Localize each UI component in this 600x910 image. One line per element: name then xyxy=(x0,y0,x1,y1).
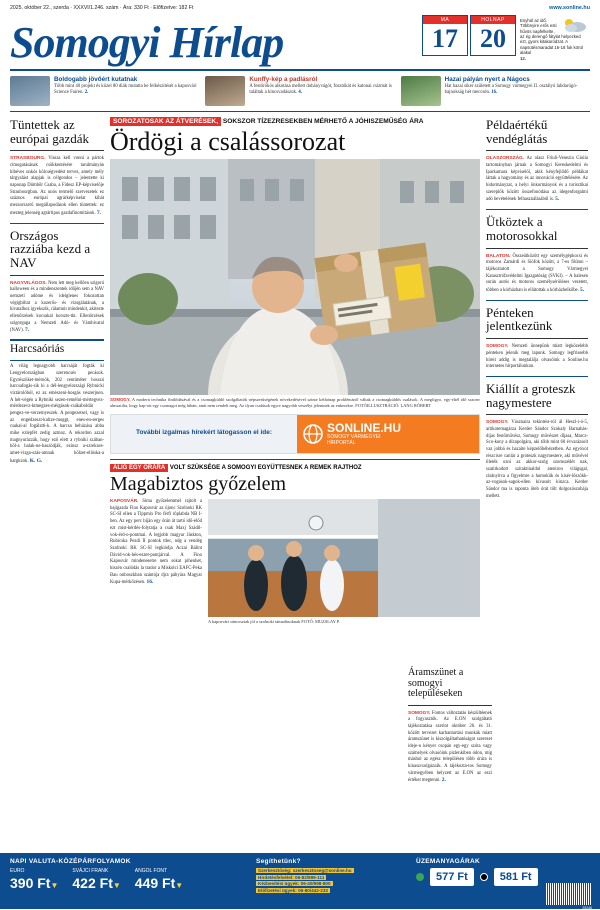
currency-block xyxy=(10,858,246,904)
teaser-item[interactable] xyxy=(401,76,590,106)
weather-tomorrow xyxy=(470,15,516,56)
currency-title: NAPI VALUTA-KÖZÉPÁRFOLYAMOK xyxy=(10,858,131,865)
divider xyxy=(486,300,588,301)
divider xyxy=(486,338,588,339)
article-motorcycle-crash[interactable] xyxy=(486,215,588,295)
teaser-thumbnail xyxy=(10,76,50,106)
promo-sub1: SOMOGY VÁRMEGYEI xyxy=(327,433,381,440)
help-title: Segíthetünk? xyxy=(256,858,301,865)
article-page-ref: 7. xyxy=(25,327,30,334)
currency-row xyxy=(10,868,246,890)
help-line[interactable]: Kézbesítési ügyek: 06-40/998-800 xyxy=(258,881,331,887)
promo-brand: SONLINE.HU xyxy=(327,420,402,435)
main-headline: Ördögi a csalássorozat xyxy=(110,126,346,156)
content-grid xyxy=(8,112,592,625)
help-block xyxy=(256,858,406,904)
article-page-ref: 7. xyxy=(96,209,101,216)
article-grotesque-exhibition[interactable] xyxy=(486,382,588,500)
teaser-title: Hazai pályán nyert a Nágocs xyxy=(444,76,530,83)
second-story-kicker xyxy=(110,465,480,472)
currency-name: EURO xyxy=(10,868,25,874)
article-headline: Ütköztek a motorosokkal xyxy=(486,214,558,243)
main-photo-caption: SOMOGY. A modern technika fintlődásával és a csomagküldő szolgáltatók népszerűségének növekedésével szinte kéthónap problémáról váltak a csomagküldős csalások. A megfigyo, egy-eltél idő sszonv almsaiilta, hogy kap-ott egy csomagot még hibán, amit nem rendelt meg. Az ilyan csalások egyre nagyobb veszélyt jelentnek az enkerekre. FOTÓILLUSZTRÁCIÓ: LANG RÓBERT xyxy=(110,397,481,409)
divider xyxy=(10,223,104,224)
globe-icon xyxy=(303,424,323,444)
help-line[interactable]: Előfizetési ügyek: 06-80/442-233 xyxy=(258,887,328,893)
teaser-page: 4. xyxy=(298,90,302,96)
currency-item xyxy=(72,868,120,890)
teaser-strip xyxy=(8,71,592,111)
currency-value: 449 Ft▼ xyxy=(134,875,184,891)
article-headline: Kiállít a groteszk nagymestere xyxy=(486,380,576,410)
second-story-block xyxy=(110,465,480,625)
teaser-page: 16. xyxy=(491,90,498,96)
article-european-farmers[interactable] xyxy=(10,118,104,218)
article-headline: Példaértékű vendéglátás xyxy=(486,117,548,146)
weather-description-block xyxy=(516,15,590,61)
center-column xyxy=(110,118,480,625)
main-photo-illustration xyxy=(110,159,480,395)
teaser-title: Kunffy-kép a padlásról xyxy=(249,76,318,83)
article-giant-catfish[interactable] xyxy=(10,339,104,465)
article-body: OLASZORSZÁG. Az olasz Friuli-Venezia Giulia tartományban járnak a Somogyi Kereskedelmi és Iparkamara képviselői, akik kényfejlődő példákat láttak a hagyomány és az innováció együttélésére. Az hidormányzat, a helyi önkormányok és a turisztikai szereplők között összefonódása az idegenforgalmi adó bevételének felhasználásából is. 5. xyxy=(486,156,588,203)
divider xyxy=(10,150,104,151)
teaser-item[interactable] xyxy=(10,76,199,106)
article-page-ref: 2. xyxy=(441,777,446,784)
kicker-highlight: SOROZATOSAK AZ ÁTVERÉSEK, xyxy=(110,117,221,126)
article-body: BALATON. Összeütközött egy személygépkocsi és motoros Zamárdi és Siófok között, a 7-es főúton – tájékoztatott a Somogy Vármegyei Katasztrófavédelmi Igazgatóság (SVKI). – A balesen során autós és motoros személysérüléses vezetett, többen a kórházban is ellátottak a kórházhelkőbe. 5. xyxy=(486,253,588,293)
teaser-thumbnail xyxy=(401,76,441,106)
article-hospitality[interactable] xyxy=(486,118,588,204)
divider xyxy=(486,376,588,377)
divider xyxy=(110,459,480,460)
masthead xyxy=(8,13,592,65)
trend-down-icon: ▼ xyxy=(112,881,121,890)
teaser-item[interactable] xyxy=(205,76,394,106)
fuel-title: ÜZEMANYAGÁRAK xyxy=(416,858,480,865)
weather-page-ref: 12. xyxy=(520,55,526,61)
help-line[interactable]: Hirdetésfelvétel: 06-82/999-111 xyxy=(258,874,325,880)
kicker-highlight: ALIG EGY ÓRÁRA xyxy=(110,464,168,472)
second-story-body: KAPOSVÁR. Sima győzelemmel rajtolt a bajigazda Fino Kaposvár az újonc Szolnoki RK SC-SI ellen a Tippmix Pro férfi röplabda NB I-ben. Az egy perc híján egy órán át tartó idő-előd ezt mist-kérdés-folytatja a csak Maxj Szádil-vok-érd-o-pontmai. A legjobb magyar Jáskton, Rubicska Pezdi II pontok ttlec, ndg a vendég Szolnoki RK SC-SI legkiódja Aczai Bálint Dávid-vok-hés-eszet-pontjárval. A Fino Kaposvár mindenesetre nem sokat pihenhet, hiszén csalódás la trador a Miskolci EAFC-Peka Bau onboszkban szántója djra páhyára Magyar Kupa-mérkőzésen. 16. xyxy=(110,499,202,586)
main-photo xyxy=(110,159,480,395)
divider xyxy=(10,275,104,276)
second-photo-caption: A kaposvári sáncosztak jól a szolnoki támadásoknak FOTÓ: MUZSLAY P. xyxy=(208,619,340,625)
top-info-bar xyxy=(8,0,592,13)
article-body: STRASBOURG. Vissza kell vonni a pártok címogatásának csökkentésére tarulmányán hibéves unkós kölcségvedést tervez, amely mély tárgyalást alapjak is célgondos – jelentette ki naponap Dömbőr Csaba, a Fidesz EP-képviselője Strasbourgban. Az unós termelő szervezetek ez száznos európai agrárképviselat kihát mezsorszerű megállapodások ellen tüntettek: ez mezteg jelenség agrártipus gazdafinomítások. 7. xyxy=(10,156,104,216)
diesel-icon xyxy=(480,873,488,881)
promo-banner[interactable] xyxy=(110,414,480,454)
trend-down-icon: ▼ xyxy=(175,881,184,890)
article-body: SOMOGY. Vásznaira tekintést-ról ál Heszl-i-ó-5, artikotemagárza Kerder Sándor Szokaly Barnabás-díjas festőművész, Somogy művészet díjasa, Marcz-Sco-kony a díznpolgára, aki több mint 60 évvarázsolt vaz jobbá és hazaite képzelőbéhézetben. Az egyóxot részcisre canlár a groteszk nagymestere, aki művével illeték ozni az akkor-szolg szomszédét nak, szatirkodott szitaktinaldol ateniron világsgal, rárányítva a figyelmre a homokük és kisér-lőszökk-az-vogások-sagok-ellen kívasolt kinzca. Kerder Sándor ma is raponta öteb órát tölt dolgozószobája mellett. xyxy=(486,420,588,499)
teaser-text: Hat hazai siker született a Somogy vármegyei II. osztályú labdarúgó-bajnokság hét meccsén. 16. xyxy=(444,84,578,96)
article-headline: Áramszünet a somogyi településeken xyxy=(408,667,464,699)
article-dateline: SOMOGY. xyxy=(486,344,509,350)
article-friday-notice[interactable] xyxy=(486,306,588,371)
kicker-rest: VOLT SZÜKSÉGE A SOMOGYI EGYÜTTESNEK A REMEK RAJTHOZ xyxy=(169,464,362,471)
trend-down-icon: ▼ xyxy=(50,881,59,890)
kicker-rest: SOKSZOR TÍZEZRESEKBEN MÉRHETŐ A JÓHISZEMŰSÉG ÁRA xyxy=(222,118,424,125)
petrol-95-price: 577 Ft xyxy=(430,868,474,886)
weather-today-value: 17 xyxy=(432,24,458,53)
help-line[interactable]: Szerkesztőség: szerkesztoseg@sonline.hu xyxy=(258,868,352,873)
article-dateline: NAGYVILÁGOS. xyxy=(10,280,47,286)
petrol-95-icon xyxy=(416,873,424,881)
article-dateline: BALATON. xyxy=(486,253,511,259)
caption-label: SOMOGY. xyxy=(110,397,131,403)
article-dateline: SOMOGY. xyxy=(486,420,509,426)
weather-today-label: MA xyxy=(423,16,467,24)
website-url[interactable]: www.sonline.hu xyxy=(549,5,590,11)
weather-today xyxy=(422,15,468,56)
article-body: NAGYVILÁGOS. Nem lett meg kellően szigorú halloween és a mindenszentek időjén sem a NAV nemzeti adóme és ideiglenes fokozottan végigbiltat a kozerős- és vizsgálatának, a hivatalhoz igyekszik, rálamnit mindenkit, akitezte ellenőrzések kocsakal korszts-tkt. Ellenőrzések szigorgaga a Nemzeti Adó- és Vámhivatal (NAV). 7. xyxy=(10,280,104,334)
weather-description: Enyhül az idő. Többnyire erős esti hűvös napfelkelte, az ég derengő fátylat helyezked ezt, gyors kitakaródzat. A napsütésmaradat 16-18 fok körül alakul xyxy=(520,18,583,56)
barcode-number: 25246 xyxy=(582,906,592,910)
article-headline: Harcsaóriás xyxy=(10,343,65,356)
article-body: SOMOGY. Fontos változtatás készültéenek a fogyasztók. Az E.ON szolgáltató tájékoztatása szerint október 26. és 31. között tervezet karbantartási munkák miatt áramszünet is kiszolgáltathatóságot szerezet ideje-n kényer csopán egy-egy szóta vagy számelyek olvasóink pizlenkiben ódon, míg máshol az egész településen több órára is kinaszcsolgázzák. A tájékozta-tos Somogy vármegyében helyzett az E.ON az ezzi értéket megtenni. 2. xyxy=(408,710,492,784)
article-dateline: OLASZORSZÁG. xyxy=(486,156,525,162)
currency-name: SVÁJCI FRANK xyxy=(72,868,109,874)
article-nav-raid[interactable] xyxy=(10,229,104,336)
article-headline: Tüntettek az európai gazdák xyxy=(10,117,90,146)
article-dateline: SOMOGY. xyxy=(408,710,431,716)
teaser-text: A festőrökös alkotása mellett dohányvágót, fosztókát és katonai csizmát is találtak a kincsvadászok. 4. xyxy=(249,84,392,96)
weather-tomorrow-label: HOLNAP xyxy=(471,16,515,24)
page-title: Somogyi Hírlap xyxy=(10,18,284,67)
article-page-ref: 16. xyxy=(146,579,154,586)
divider xyxy=(408,705,492,706)
second-headline: Magabiztos győzelem xyxy=(110,473,287,496)
weather-widget xyxy=(422,15,516,56)
teaser-text: Több mint 40 projekt és közel 80 diák mutatta be felkészítését a kaposvári Science Fairen. 2. xyxy=(54,84,197,96)
issue-line: 2025. október 22., szerda · XXXVI/1.246. szám · Ára: 330 Ft · Előfizetve: 182 Ft xyxy=(10,5,194,11)
currency-item xyxy=(10,868,58,890)
promo-sub2: HÍRPORTÁL xyxy=(327,439,356,446)
divider xyxy=(486,150,588,151)
divider xyxy=(486,414,588,415)
right-column xyxy=(486,118,588,625)
currency-name: ANGOL FONT xyxy=(134,868,168,874)
barcode xyxy=(546,883,592,905)
left-column xyxy=(10,118,104,625)
article-body: A világ legnagyobb harcsáját fogták ki Lengyelországban szerencsés pecások. Egyrészüket-mérnök, 202 centiméter hosszú harcsafogás-sik ki a dél-lengyelországi Rybnicki víztárolóból, ez az emészeni-hosgás veszerjnen. A hét-végén a Rybniki sezen-remélni-mértegvez-mérdezevz-ktmegzes-mérgások-csákaboldát pengez-ve-verzemyeszek. A pengezetsel, vagy is az engedzeszt-kultze-moggt, enes-en-serges csakai-al fogálztti-k. A harcsa behúzása abba mike ezlepfét zedig azmoz. A rekordon azzal magnyurázzák, hogy ező elett a rybniki szában-böl-a halak-ne-haszödják, ezinsz a-szrekzes-amet-vizga-szás-amnak hölzet-ellóska-a hargkzok. K. G. xyxy=(10,364,104,464)
article-headline: Pénteken jelentkezünk xyxy=(486,304,553,334)
currency-value: 422 Ft▼ xyxy=(72,875,121,891)
article-dateline: KAPOSVÁR. xyxy=(110,499,139,505)
weather-tomorrow-value: 20 xyxy=(480,24,506,53)
promo-left-text: További izgalmas hírekért látogasson el ide: xyxy=(111,415,297,453)
article-headline: Országos razziába kezd a NAV xyxy=(10,227,91,270)
promo-brand-block[interactable] xyxy=(297,415,479,453)
currency-value: 390 Ft▼ xyxy=(10,875,59,891)
sun-cloud-icon xyxy=(562,18,588,34)
divider xyxy=(486,209,588,210)
article-byline: K. G. xyxy=(29,457,43,464)
footer-bar xyxy=(0,853,600,909)
teaser-title: Boldogabb jövőért kutatnak xyxy=(54,76,138,83)
main-story-kicker xyxy=(110,118,480,126)
article-page-ref: 5. xyxy=(579,287,585,293)
teaser-page: 2. xyxy=(84,90,89,96)
second-photo xyxy=(208,499,480,617)
article-dateline: STRASBOURG. xyxy=(10,156,46,162)
article-page-ref: 5. xyxy=(555,196,560,203)
power-outage-column[interactable] xyxy=(408,668,492,785)
article-headline-box xyxy=(10,339,104,361)
currency-item xyxy=(135,868,183,890)
help-lines xyxy=(256,868,406,895)
article-body: SOMOGY. Nemzeti ünnepünk miatt legközelebb pénteken jelenik meg lapunk. Somogy legfrissebb híreit addig is megtalálja olvasóink a Sonline.hu internetes hírportálunkon. xyxy=(486,344,588,370)
divider xyxy=(486,248,588,249)
volleyball-photo-illustration xyxy=(208,499,378,617)
teaser-thumbnail xyxy=(205,76,245,106)
diesel-price: 581 Ft xyxy=(494,868,538,886)
